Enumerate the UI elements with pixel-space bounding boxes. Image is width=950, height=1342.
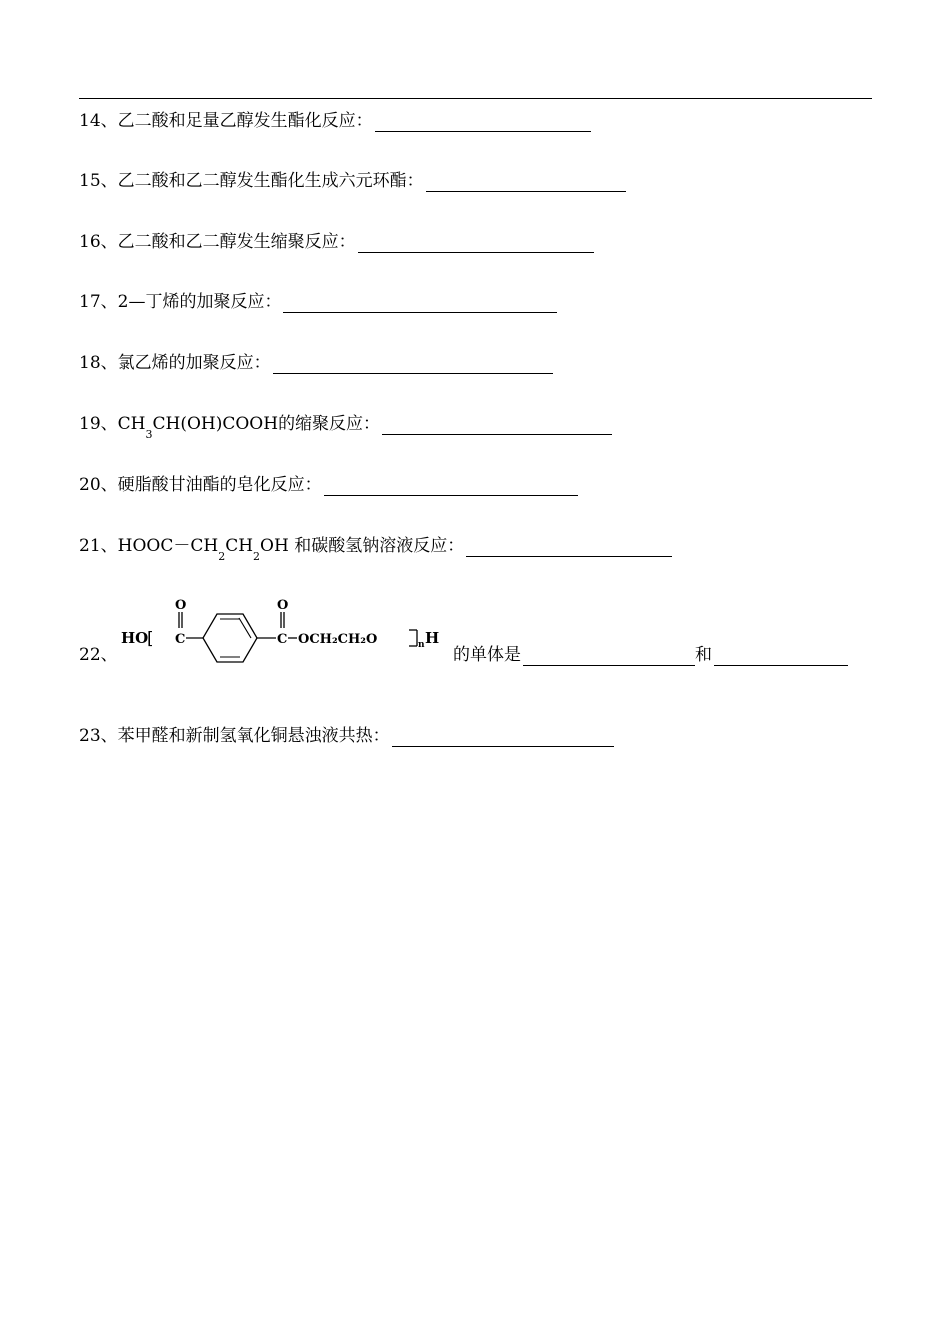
question-text: 硬脂酸甘油酯的皂化反应： [117,475,322,495]
answer-blank[interactable] [426,173,626,192]
formula-part: CH(OH)COOH [152,414,279,434]
question-number: 17、 [79,292,118,312]
question-21: 21、 HOOC－CH 2 CH 2 OH 和碳酸氢钠溶液反应： [79,535,672,557]
question-text: 乙二酸和乙二醇发生酯化生成六元环酯： [117,171,424,191]
answer-blank[interactable] [273,355,553,374]
answer-blank[interactable] [466,538,672,557]
question-text: 氯乙烯的加聚反应： [117,353,271,373]
formula-part: HOOC－CH [117,536,219,556]
joiner-text: 和 [695,645,712,665]
answer-blank[interactable] [324,477,578,496]
question-number: 23、 [79,726,118,746]
question-18 [79,352,553,374]
question-text: 乙二酸和足量乙醇发生酯化反应： [117,111,373,131]
answer-blank[interactable] [358,234,594,253]
question-number: 21、 [79,536,118,556]
formula-part: CH [225,536,254,556]
structure-oxygen-right: O [277,598,289,613]
question-text: 的单体是 [453,645,521,665]
question-14 [79,110,591,132]
question-22-tail [453,644,848,666]
question-number: 20、 [79,475,118,495]
structure-carbon-right: C [277,632,288,647]
question-number: 22、 [79,645,118,665]
answer-blank-2[interactable] [714,647,848,666]
question-15 [79,170,626,192]
formula-part: CH [117,414,146,434]
question-23 [79,725,614,747]
structure-ho: HO [121,629,149,647]
answer-blank[interactable] [375,113,591,132]
structure-end-h: H [425,629,440,647]
question-text: 乙二酸和乙二醇发生缩聚反应： [117,232,356,252]
question-number: 16、 [79,232,118,252]
header-rule [79,98,872,99]
answer-blank-1[interactable] [523,647,695,666]
question-number: 14、 [79,111,118,131]
answer-blank[interactable] [382,416,612,435]
structure-carbon-left: C [175,632,186,647]
question-17 [79,291,557,313]
question-22 [79,590,879,670]
question-text: 2—丁烯的加聚反应： [117,292,282,312]
structure-chain: OCH₂CH₂O [298,632,378,647]
structure-n: n [418,640,425,650]
structure-left-bracket: [ [147,629,154,649]
question-19: 19、 CH 3 CH(OH)COOH 的缩聚反应： [79,413,612,435]
structure-oxygen-left: O [175,598,187,613]
question-number: 15、 [79,171,118,191]
answer-blank[interactable] [392,728,614,747]
question-number: 19、 [79,414,118,434]
question-number: 18、 [79,353,118,373]
question-text: 的缩聚反应： [278,414,381,434]
question-text: 苯甲醛和新制氢氧化铜悬浊液共热： [117,726,390,746]
question-text: OH 和碳酸氢钠溶液反应： [260,536,465,556]
answer-blank[interactable] [283,294,557,313]
question-16 [79,231,594,253]
question-20 [79,474,578,496]
polyester-structure [119,590,449,670]
